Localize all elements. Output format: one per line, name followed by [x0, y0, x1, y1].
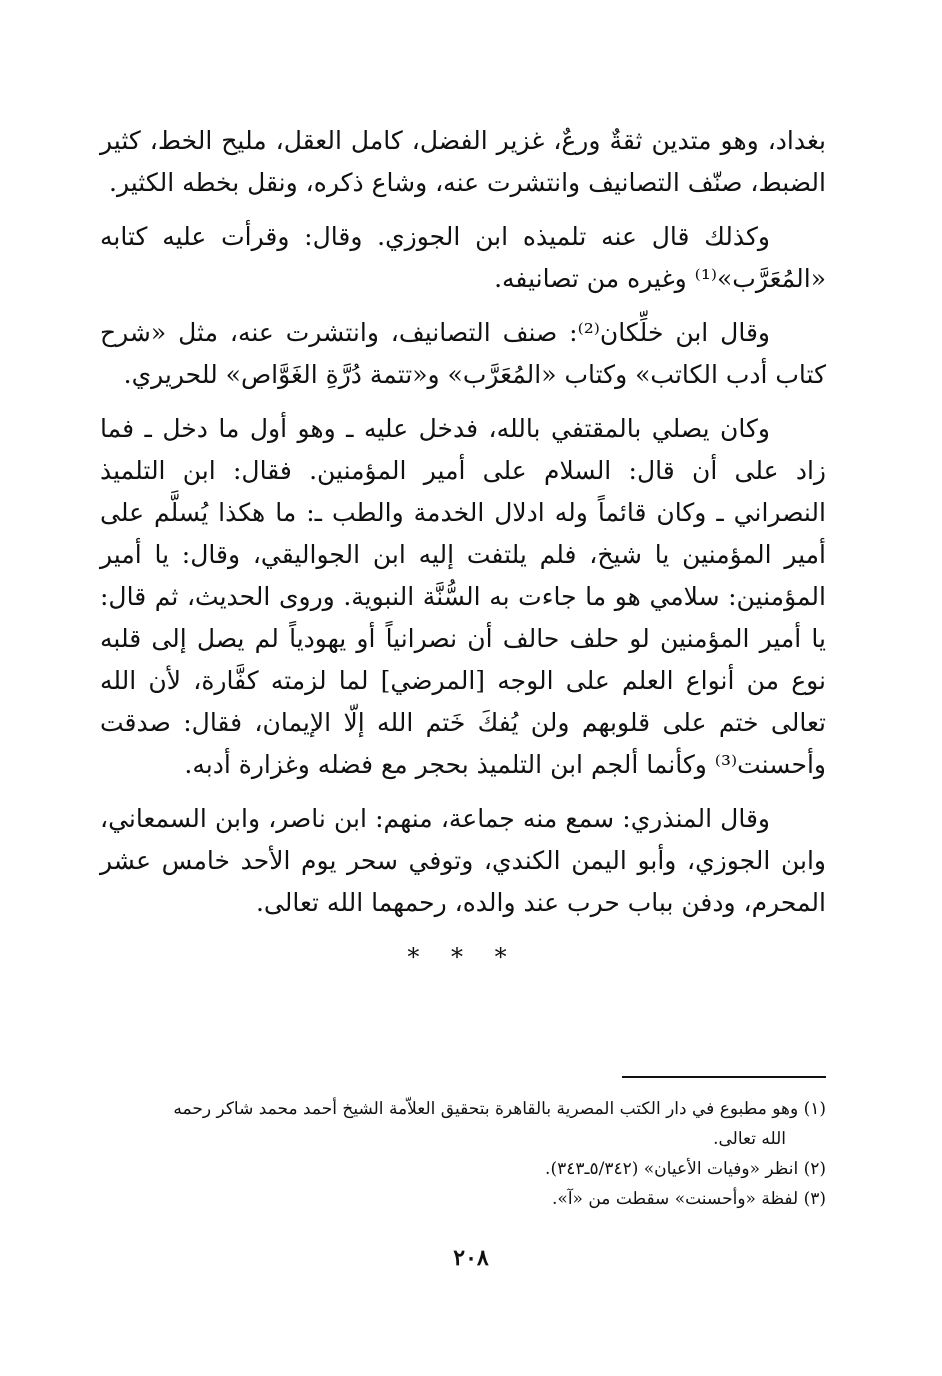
page-number: ٢٠٨: [453, 1245, 489, 1271]
footnote-1: [100, 1094, 826, 1154]
main-text: [100, 120, 826, 972]
footnotes: [100, 1094, 826, 1214]
paragraph-5: وقال المنذري: سمع منه جماعة، منهم: ابن ناصر، وابن السمعاني، وابن الجوزي، وأبو اليمن الكندي، وتوفي سحر يوم الأحد خامس عشر المحرم، ودفن بباب حرب عند والده، رحمهما الله تعالى.: [100, 804, 826, 917]
footnote-1-line-1: (١) وهو مطبوع في دار الكتب المصرية بالقاهرة بتحقيق العلاّمة الشيخ أحمد محمد شاكر رحمه: [173, 1099, 826, 1119]
paragraph-4: وكان يصلي بالمقتفي بالله، فدخل عليه ـ وهو أول ما دخل ـ فما زاد على أن قال: السلام على أمير المؤمنين. فقال: ابن التلميذ النصراني ـ وكان قائماً وله ادلال الخدمة والطب ـ: ما هكذا يُسلَّم على أمير المؤمنين يا شيخ، فلم يلتفت إليه ابن الجواليقي، وقال: يا أمير المؤمنين: سلامي هو ما جاءت به السُّنَّة النبوية. وروى الحديث، ثم قال: يا أمير المؤمنين لو حلف حالف أن نصرانياً أو يهودياً لم يصل إلى قلبه نوع من أنواع العلم على الوجه [المرضي] لما لزمته كفَّارة، لأن الله تعالى ختم على قلوبهم ولن يُفكَ خَتم الله إلّا الإيمان، فقال: صدقت وأحسنت⁽³⁾ وكأنما ألجم ابن التلميذ بحجر مع فضله وغزارة أدبه.: [100, 414, 826, 779]
footnote-divider: [622, 1076, 826, 1078]
footnote-1-line-2: الله تعالى.: [713, 1129, 786, 1149]
footnote-3: (٣) لفظة «وأحسنت» سقطت من «آ».: [552, 1189, 826, 1209]
paragraph-2: وكذلك قال عنه تلميذه ابن الجوزي. وقال: وقرأت عليه كتابه «المُعَرَّب»⁽¹⁾ وغيره من تصانيفه.: [100, 222, 826, 293]
paragraph-1: بغداد، وهو متدين ثقةٌ ورعٌ، غزير الفضل، كامل العقل، مليح الخط، كثير الضبط، صنّف التصانيف وانتشرت عنه، وشاع ذكره، ونقل بخطه الكثير.: [100, 126, 826, 197]
section-separator: * * *: [407, 943, 519, 971]
footnote-2: (٢) انظر «وفيات الأعيان» (٥/٣٤٢ـ٣٤٣).: [545, 1159, 826, 1179]
paragraph-3: وقال ابن خلِّكان⁽²⁾: صنف التصانيف، وانتشرت عنه، مثل «شرح كتاب أدب الكاتب» وكتاب «المُعَرَّب» و«تتمة دُرَّةِ الغَوَّاص» للحريري.: [100, 318, 826, 389]
